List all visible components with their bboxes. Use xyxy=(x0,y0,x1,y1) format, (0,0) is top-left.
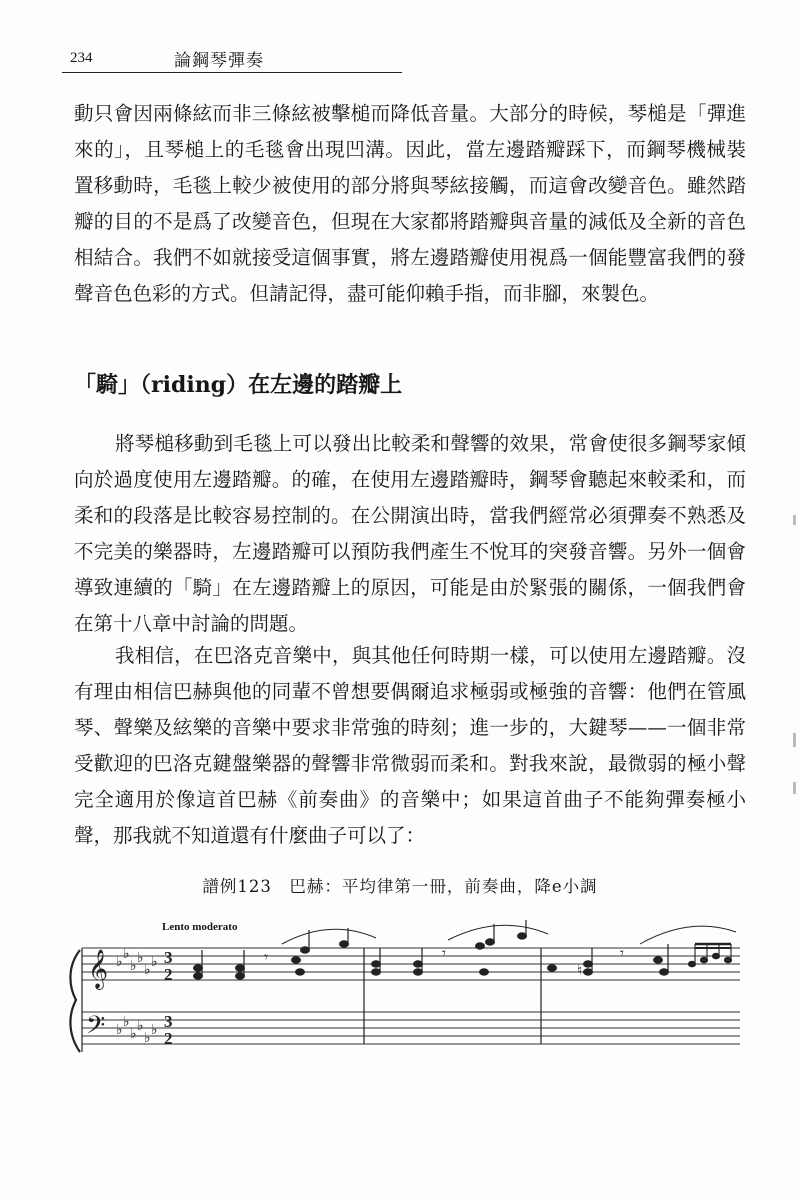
rest-symbols xyxy=(264,944,624,966)
bass-staff xyxy=(82,1012,740,1044)
svg-text:𝄾: 𝄾 xyxy=(442,944,446,962)
music-example-caption: 譜例123 巴赫：平均律第一冊，前奏曲，降e小調 xyxy=(202,877,598,896)
svg-text:♭: ♭ xyxy=(137,950,144,966)
svg-text:♭: ♭ xyxy=(151,954,158,970)
svg-text:♭: ♭ xyxy=(123,1014,130,1030)
book-title: 論鋼琴彈奏 xyxy=(174,51,264,71)
barlines xyxy=(364,948,541,1044)
svg-text:♭: ♭ xyxy=(116,1022,123,1038)
svg-text:♭: ♭ xyxy=(151,1022,158,1038)
natural-sign-icon: ♮ xyxy=(577,963,583,979)
svg-text:♭: ♭ xyxy=(130,1026,137,1042)
treble-notes xyxy=(194,920,737,979)
svg-text:♭: ♭ xyxy=(144,1030,151,1046)
tempo-marking: Lento moderato xyxy=(162,921,238,933)
scan-edge-mark xyxy=(793,515,796,525)
paragraph-3: 我相信，在巴洛克音樂中，與其他任何時期一樣，可以使用左邊踏瓣。沒有理由相信巴赫與他的同輩不曾想要偶爾追求極弱或極強的音響：他們在管風琴、聲樂及絃樂的音樂中要求非常強的時刻；進一步的，大鍵琴——一個非常受歡迎的巴洛克鍵盤樂器的聲響非常微弱而柔和。對我來說，最微弱的極小聲完全適用於像這首巴赫《前奏曲》的音樂中；如果這首曲子不能夠彈奏極小聲，那我就不知道還有什麼曲子可以了： xyxy=(74,644,746,847)
treble-staff xyxy=(82,948,740,980)
time-signature-bottom: 2 xyxy=(164,965,173,984)
time-signature-top: 3 xyxy=(164,948,173,967)
key-signature-bass xyxy=(116,1014,158,1046)
page-number: 234 xyxy=(70,50,93,66)
scan-edge-mark xyxy=(793,733,796,747)
svg-text:♭: ♭ xyxy=(144,962,151,978)
svg-text:♭: ♭ xyxy=(116,954,123,970)
svg-text:𝄾: 𝄾 xyxy=(264,948,268,966)
piano-brace xyxy=(70,948,82,1052)
paragraph-2: 將琴槌移動到毛毯上可以發出比較柔和聲響的效果，常會使很多鋼琴家傾向於過度使用左邊踏瓣。的確，在使用左邊踏瓣時，鋼琴會聽起來較柔和，而柔和的段落是比較容易控制的。在公開演出時，當我們經常必須彈奏不熟悉及不完美的樂器時，左邊踏瓣可以預防我們產生不悅耳的突發音響。另外一個會導致連續的「騎」在左邊踏瓣上的原因，可能是由於緊張的關係，一個我們會在第十八章中討論的問題。 xyxy=(74,432,746,635)
svg-text:♭: ♭ xyxy=(130,958,137,974)
treble-clef-icon: 𝄞 xyxy=(88,949,109,989)
svg-text:𝄾: 𝄾 xyxy=(620,944,624,962)
svg-text:♭: ♭ xyxy=(137,1018,144,1034)
paragraph-1: 動只會因兩條絃而非三條絃被擊槌而降低音量。大部分的時候，琴槌是「彈進來的」，且琴槌上的毛毯會出現凹溝。因此，當左邊踏瓣踩下，而鋼琴機械裝置移動時，毛毯上較少被使用的部分將與琴絃接觸，而這會改變音色。雖然踏瓣的目的不是爲了改變音色，但現在大家都將踏瓣與音量的減低及全新的音色相結合。我們不如就接受這個事實，將左邊踏瓣使用視爲一個能豐富我們的發聲音色色彩的方式。但請記得，盡可能仰賴手指，而非腳，來製色。 xyxy=(74,102,746,305)
svg-text:♭: ♭ xyxy=(123,946,130,962)
time-signature-top: 3 xyxy=(164,1012,173,1031)
section-heading: 「騎」（riding）在左邊的踏瓣上 xyxy=(74,372,403,398)
bass-clef-icon: 𝄢 xyxy=(86,1011,106,1046)
key-signature-treble xyxy=(116,946,158,978)
time-signature-bottom: 2 xyxy=(164,1029,173,1048)
scan-edge-mark xyxy=(793,782,796,794)
